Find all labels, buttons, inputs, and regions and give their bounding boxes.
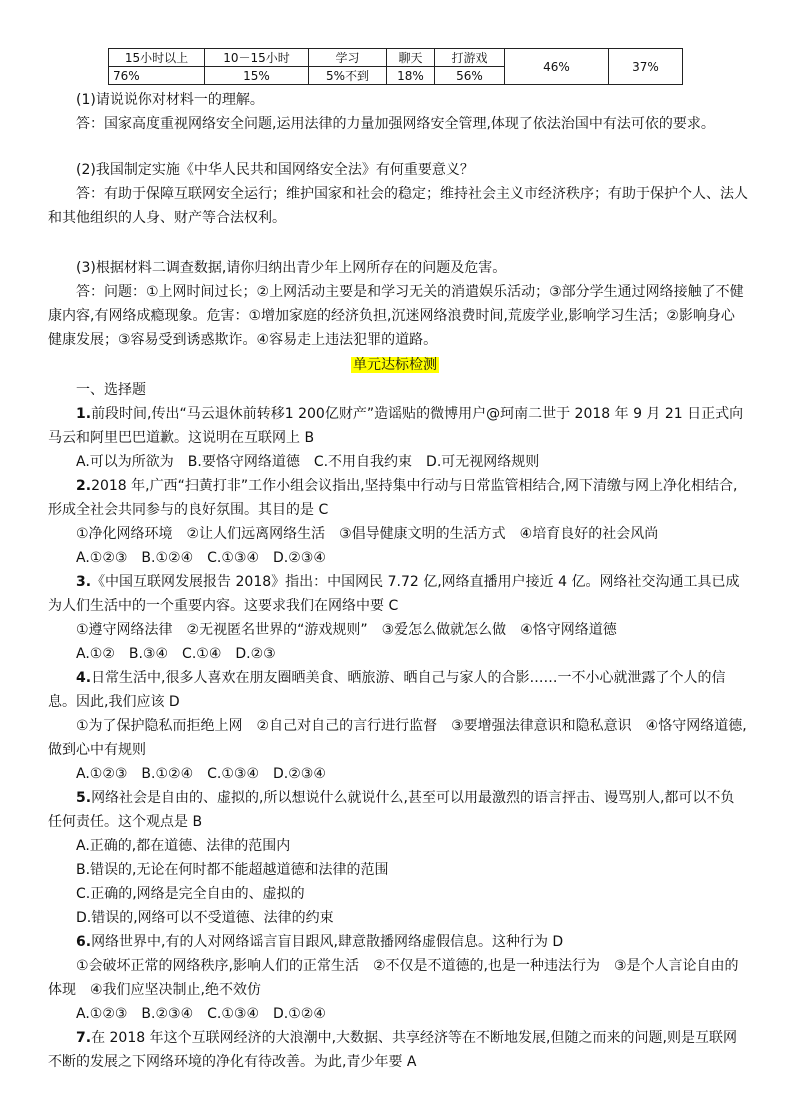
question-5-choice-c: C.正确的,网络是完全自由的、虚拟的 bbox=[76, 886, 305, 902]
question-number: 2. bbox=[76, 478, 92, 494]
table-cell: 76% bbox=[109, 67, 205, 85]
q1-question: (1)请说说你对材料一的理解。 bbox=[76, 92, 264, 108]
table-cell: 学习 bbox=[309, 49, 387, 67]
question-2-statements: ①净化网络环境 ②让人们远离网络生活 ③倡导健康文明的生活方式 ④培育良好的社会风尚 bbox=[76, 526, 659, 542]
question-number: 4. bbox=[76, 670, 92, 686]
survey-table bbox=[108, 48, 683, 85]
q2-answer: 答：有助于保障互联网安全运行；维护国家和社会的稳定；维持社会主义市经济秩序；有助于保护个人、法人和其他组织的人身、财产等合法权利。 bbox=[48, 186, 748, 226]
table-cell: 15% bbox=[205, 67, 309, 85]
table-cell: 56% bbox=[435, 67, 505, 85]
question-6 bbox=[48, 930, 748, 954]
table-cell: 46% bbox=[505, 49, 609, 85]
question-5 bbox=[48, 786, 748, 834]
question-1 bbox=[48, 402, 748, 450]
question-3-statements: ①遵守网络法律 ②无视匿名世界的“游戏规则” ③爱怎么做就怎么做 ④恪守网络道德 bbox=[76, 622, 617, 638]
question-number: 6. bbox=[76, 934, 92, 950]
q3-question: (3)根据材料二调查数据,请你归纳出青少年上网所存在的问题及危害。 bbox=[76, 260, 507, 276]
question-2-options: A.①②③ B.①②④ C.①③④ D.②③④ bbox=[76, 550, 326, 566]
question-1-options: A.可以为所欲为 B.要恪守网络道德 C.不用自我约束 D.可无视网络规则 bbox=[76, 454, 540, 470]
q2-question: (2)我国制定实施《中华人民共和国网络安全法》有何重要意义？ bbox=[76, 162, 474, 178]
question-4 bbox=[48, 666, 748, 714]
question-3-options: A.①② B.③④ C.①④ D.②③ bbox=[76, 646, 276, 662]
question-stem: 网络社会是自由的、虚拟的,所以想说什么就说什么,甚至可以用最激烈的语言抨击、谩骂别人,都可以不负任何责任。这个观点是 B bbox=[48, 790, 735, 830]
question-stem: 日常生活中,很多人喜欢在朋友圈晒美食、晒旅游、晒自己与家人的合影……一不小心就泄露了个人的信息。因此,我们应该 D bbox=[48, 670, 726, 710]
question-number: 1. bbox=[76, 406, 92, 422]
question-stem: 2018 年,广西“扫黄打非”工作小组会议指出,坚持集中行动与日常监管相结合,网下清缴与网上净化相结合,形成全社会共同参与的良好氛围。其目的是 C bbox=[48, 478, 738, 518]
table-cell: 打游戏 bbox=[435, 49, 505, 67]
question-number: 5. bbox=[76, 790, 92, 806]
table-cell: 10－15小时 bbox=[205, 49, 309, 67]
question-2 bbox=[48, 474, 748, 522]
question-stem: 《中国互联网发展报告 2018》指出：中国网民 7.72 亿,网络直播用户接近 4 亿。网络社交沟通工具已成为人们生活中的一个重要内容。这要求我们在网络中要 C bbox=[48, 574, 740, 614]
question-5-choice-a: A.正确的,都在道德、法律的范围内 bbox=[76, 838, 291, 854]
question-4-statements: ①为了保护隐私而拒绝上网 ②自己对自己的言行进行监督 ③要增强法律意识和隐私意识 ④恪守网络道德,做到心中有规则 bbox=[48, 718, 747, 758]
table-cell: 18% bbox=[387, 67, 435, 85]
question-stem: 前段时间,传出“马云退休前转移1 200亿财产”造谣贴的微博用户@珂南二世于 2018 年 9 月 21 日正式向马云和阿里巴巴道歉。这说明在互联网上 B bbox=[48, 406, 744, 446]
section-title-wrap bbox=[0, 354, 790, 376]
q1-answer: 答：国家高度重视网络安全问题,运用法律的力量加强网络安全管理,体现了依法治国中有法可依的要求。 bbox=[76, 116, 715, 132]
section-title: 单元达标检测 bbox=[353, 357, 437, 373]
question-stem: 在 2018 年这个互联网经济的大浪潮中,大数据、共享经济等在不断地发展,但随之而来的问题,则是互联网不断的发展之下网络环境的净化有待改善。为此,青少年要 A bbox=[48, 1030, 737, 1070]
part-title: 一、选择题 bbox=[76, 382, 146, 398]
question-7 bbox=[48, 1026, 748, 1074]
question-4-options: A.①②③ B.①②④ C.①③④ D.②③④ bbox=[76, 766, 326, 782]
question-5-choice-d: D.错误的,网络可以不受道德、法律的约束 bbox=[76, 910, 334, 926]
table-cell: 37% bbox=[609, 49, 683, 85]
table-cell: 聊天 bbox=[387, 49, 435, 67]
question-5-choice-b: B.错误的,无论在何时都不能超越道德和法律的范围 bbox=[76, 862, 389, 878]
question-6-statements: ①会破坏正常的网络秩序,影响人们的正常生活 ②不仅是不道德的,也是一种违法行为 ③是个人言论自由的体现 ④我们应坚决制止,绝不效仿 bbox=[48, 958, 739, 998]
question-stem: 网络世界中,有的人对网络谣言盲目跟风,肆意散播网络虚假信息。这种行为 D bbox=[91, 934, 564, 950]
question-6-options: A.①②③ B.②③④ C.①③④ D.①②④ bbox=[76, 1006, 326, 1022]
question-3 bbox=[48, 570, 748, 618]
table-cell: 5%不到 bbox=[309, 67, 387, 85]
table-row bbox=[109, 49, 683, 67]
q3-answer: 答：问题：①上网时间过长；②上网活动主要是和学习无关的消遣娱乐活动；③部分学生通过网络接触了不健康内容,有网络成瘾现象。危害：①增加家庭的经济负担,沉迷网络浪费时间,荒废学业,影响学习生活；②影响身心健康发展；③容易受到诱惑欺诈。④容易走上违法犯罪的道路。 bbox=[48, 284, 744, 348]
question-number: 3. bbox=[76, 574, 92, 590]
question-number: 7. bbox=[76, 1030, 92, 1046]
table-cell: 15小时以上 bbox=[109, 49, 205, 67]
